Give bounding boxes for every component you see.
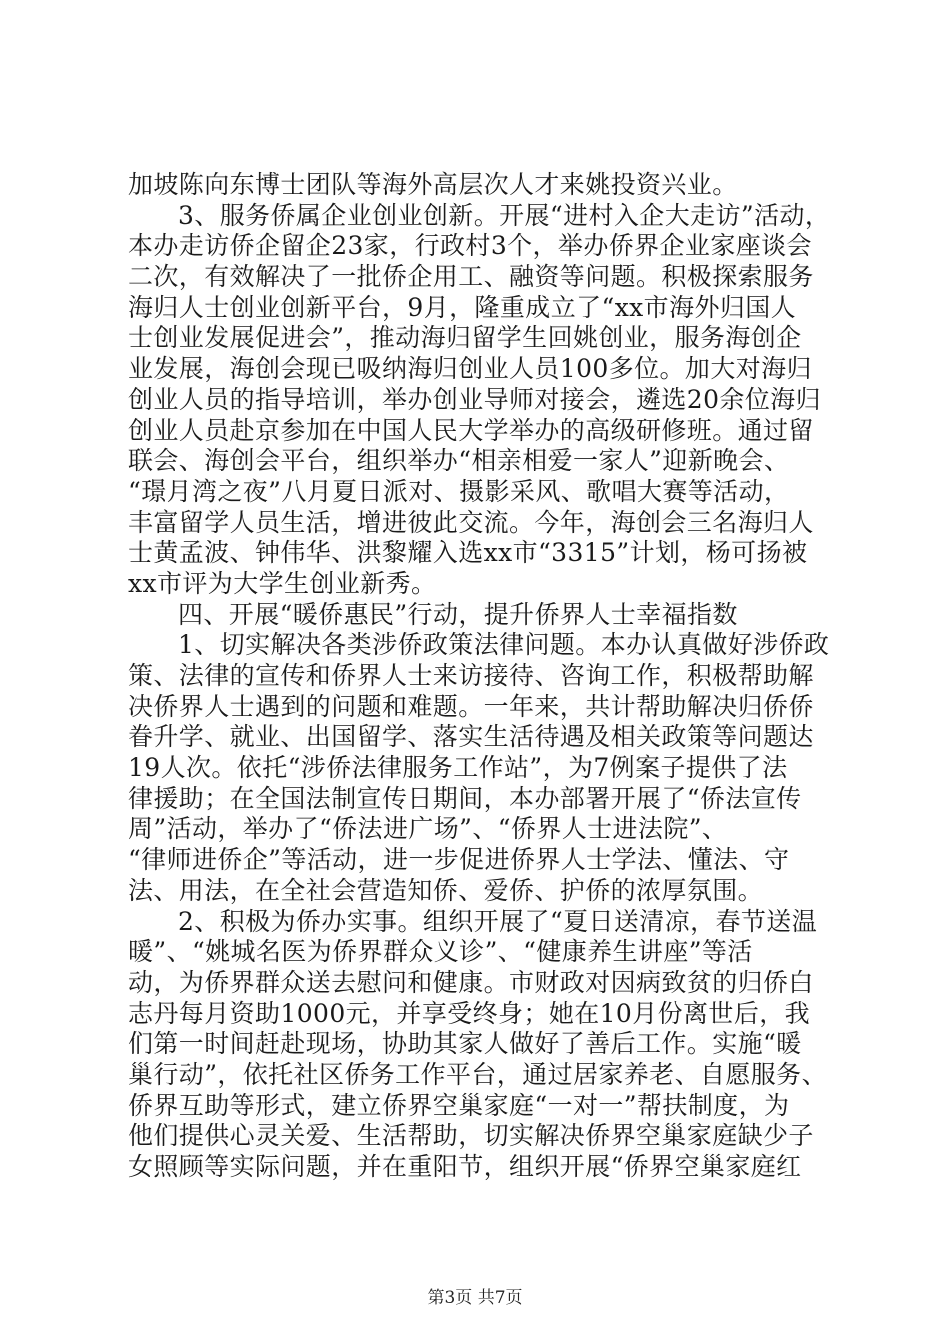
text-line: 二次，有效解决了一批侨企用工、融资等问题。积极探索服务 [128, 262, 814, 292]
text-line: 策、法律的宣传和侨界人士来访接待、咨询工作，积极帮助解 [128, 661, 814, 690]
text-line: 丰富留学人员生活，增进彼此交流。今年，海创会三名海归人 [128, 507, 814, 537]
text-line: 决侨界人士遇到的问题和难题。一年来，共计帮助解决归侨侨 [128, 691, 814, 721]
text-line: 眷升学、就业、出国留学、落实生活待遇及相关政策等问题达 [128, 722, 814, 752]
text-line: 19人次。依托“涉侨法律服务工作站”，为7例案子提供了法 [128, 753, 788, 783]
text-line: xx市评为大学生创业新秀。 [128, 568, 437, 598]
text-line: “律师进侨企”等活动，进一步促进侨界人士学法、懂法、守 [128, 845, 790, 875]
text-line: 侨界互助等形式，建立侨界空巢家庭“一对一”帮扶制度，为 [128, 1090, 790, 1120]
text-line: 联会、海创会平台，组织举办“相亲相爱一家人”迎新晚会、 [128, 446, 790, 476]
text-line: 四、开展“暖侨惠民”行动，提升侨界人士幸福指数 [178, 599, 738, 629]
text-line: 士创业发展促进会”，推动海归留学生回姚创业，服务海创企 [128, 323, 802, 353]
text-line: 加坡陈向东博士团队等海外高层次人才来姚投资兴业。 [128, 170, 738, 199]
text-line: 创业人员赴京参加在中国人民大学举办的高级研修班。通过留 [128, 415, 814, 445]
text-line: 本办走访侨企留企23家，行政村3个，举办侨界企业家座谈会 [128, 231, 812, 261]
text-line: 2、积极为侨办实事。组织开展了“夏日送清凉，春节送温 [178, 906, 818, 936]
page-number-footer: 第3页 共7页 [427, 1288, 523, 1308]
text-line: “璟月湾之夜”八月夏日派对、摄影采风、歌唱大赛等活动， [128, 476, 790, 506]
text-line: 巢行动”，依托社区侨务工作平台，通过居家养老、自愿服务、 [128, 1059, 827, 1089]
text-line: 动，为侨界群众送去慰问和健康。市财政对因病致贫的归侨白 [128, 967, 814, 997]
text-line: 周”活动，举办了“侨法进广场”、“侨界人士进法院”、 [128, 814, 728, 844]
text-line: 1、切实解决各类涉侨政策法律问题。本办认真做好涉侨政 [178, 630, 830, 660]
text-line: 女照顾等实际问题，并在重阳节，组织开展“侨界空巢家庭红 [128, 1152, 802, 1181]
text-line: 士黄孟波、钟伟华、洪黎耀入选xx市“3315”计划，杨可扬被 [128, 538, 808, 568]
text-line: 他们提供心灵关爱、生活帮助，切实解决侨界空巢家庭缺少子 [128, 1121, 814, 1151]
text-line: 们第一时间赶赴现场，协助其家人做好了善后工作。实施“暖 [128, 1029, 802, 1059]
text-line: 业发展，海创会现已吸纳海归创业人员100多位。加大对海归 [128, 354, 812, 384]
text-line: 海归人士创业创新平台，9月，隆重成立了“xx市海外归国人 [128, 292, 797, 322]
text-line: 律援助；在全国法制宣传日期间，本办部署开展了“侨法宣传 [128, 783, 802, 813]
text-line: 志丹每月资助1000元，并享受终身；她在10月份离世后，我 [128, 998, 811, 1028]
text-line: 创业人员的指导培训，举办创业导师对接会，遴选20余位海归 [128, 384, 822, 414]
text-line: 3、服务侨属企业创业创新。开展“进村入企大走访”活动， [178, 200, 831, 230]
text-line: 法、用法，在全社会营造知侨、爱侨、护侨的浓厚氛围。 [128, 875, 764, 905]
text-line: 暖”、“姚城名医为侨界群众义诊”、“健康养生讲座”等活 [128, 937, 753, 967]
document-body [128, 170, 831, 1183]
